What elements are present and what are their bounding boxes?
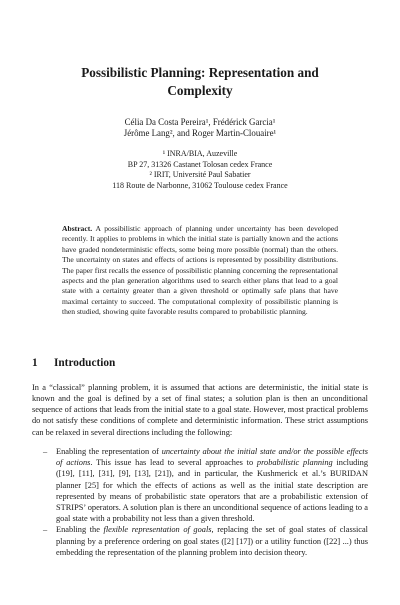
authors-line-2: Jérôme Lang², and Roger Martin-Clouaire¹ [123,128,277,139]
affiliation-line-3: ² IRIT, Université Paul Sabatier [149,170,251,180]
section-heading [32,356,368,370]
item-text-pre: Enabling the [56,525,104,535]
list-item [43,524,368,558]
item-emphasis: uncertainty about the initial state and/or the possible effects of actions [56,447,368,468]
authors-line-1: Célia Da Costa Pereira¹, Frédérick Garcia¹ [124,117,276,127]
paper-title [32,0,368,100]
list-dash: – [43,525,48,535]
affiliation-line-1: ¹ INRA/BIA, Auzeville [162,149,238,159]
relaxation-list [32,446,368,558]
item-text-post: including ([19], [11], [31], [9], [13], [21]), and in particular, the Kushmerick et al.’s BURIDAN planner [25] for which the effects of actions as well as the initial state description are represented by means of probabilistic state operators that are a probabilistic extension of STRIPS’ operators. A solution plan is there an unconditional sequence of actions leading to a goal state with a probability not less than a given threshold. [56,458,368,524]
abstract-label: Abstract. [62,224,93,234]
list-dash: – [43,447,48,457]
intro-paragraph: In a “classical” planning problem, it is assumed that actions are deterministic, the initial state is known and the goal is defined by a set of final states; a solution plan is then an unconditional sequence of actions that leads from the initial state to a goal state. However, most practical problems do not satisfy these conditions of complete and deterministic information. These strict assumptions can be relaxed in several directions including the following: [32,382,368,437]
title-line-1: Possibilistic Planning: Representation and [81,65,319,80]
item-text-mid: , replacing the set of goal states of classical planning by a preference ordering on goal states ([2] [17]) or a utility function ([22] ...) thus embedding the representation of the planning problem into decision theory. [56,525,368,557]
item-emphasis-2: probabilistic planning [256,458,333,468]
section-number: 1 [32,356,38,369]
affiliations [32,149,368,191]
affiliation-line-2: BP 27, 31326 Castanet Tolosan cedex France [127,159,273,169]
item-emphasis: flexible representation of goals [103,525,212,535]
item-text-pre: Enabling the representation of [56,447,162,457]
section-title: Introduction [54,356,116,369]
author-list [32,117,368,139]
list-item [43,446,368,524]
item-text-mid: . This issue has lead to several approaches to [90,458,257,468]
abstract-text: A possibilistic approach of planning under uncertainty has been developed recently. It applies to problems in which the initial state is partially known and the actions have graded nondeterministic effects, some being more possible (normal) than the others. The uncertainty on states and effects of actions is represented by possibility distributions. The paper first recalls the essence of possibilistic planning concerning the representational aspects and the plan generation algorithms used to search either plans that lead to a goal state with a certainty greater than a given threshold or optimally safe plans that have maximal certainty to succeed. The computational complexity of possibilistic planning is then studied, showing quite favorable results compared to probabilistic planning. [62,224,338,317]
affiliation-line-4: 118 Route de Narbonne, 31062 Toulouse cedex France [112,180,288,190]
abstract [62,224,338,318]
title-line-2: Complexity [167,83,233,98]
